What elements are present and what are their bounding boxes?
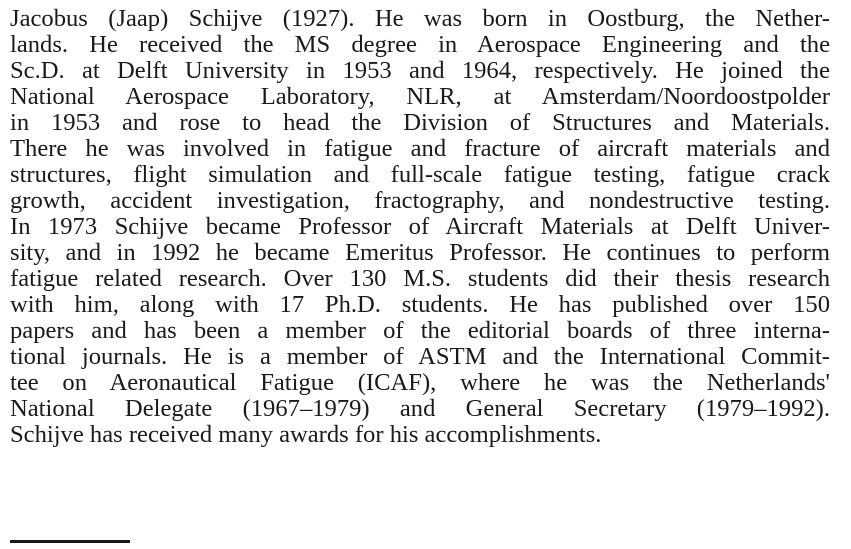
- text-line: tee on Aeronautical Fatigue (ICAF), where he was the Netherlands': [10, 369, 830, 396]
- text-line: in 1953 and rose to head the Division of Structures and Materials.: [10, 109, 830, 136]
- text-line: sity, and in 1992 he became Emeritus Professor. He continues to perform: [10, 239, 830, 266]
- cropped-next-line-fragment: [10, 540, 130, 549]
- text-line: There he was involved in fatigue and fracture of aircraft materials and: [10, 135, 830, 162]
- text-line: National Delegate (1967–1979) and General Secretary (1979–1992).: [10, 395, 830, 422]
- text-line: Jacobus (Jaap) Schijve (1927). He was born in Oostburg, the Nether-: [10, 5, 830, 32]
- biography-paragraph: [10, 6, 830, 448]
- text-line: growth, accident investigation, fractography, and nondestructive testing.: [10, 187, 830, 214]
- text-line: lands. He received the MS degree in Aerospace Engineering and the: [10, 31, 830, 58]
- text-line: National Aerospace Laboratory, NLR, at Amsterdam/Noordoostpolder: [10, 83, 830, 110]
- text-line: structures, flight simulation and full-scale fatigue testing, fatigue crack: [10, 161, 830, 188]
- text-line: In 1973 Schijve became Professor of Aircraft Materials at Delft Univer-: [10, 213, 830, 240]
- text-line: with him, along with 17 Ph.D. students. He has published over 150: [10, 291, 830, 318]
- text-line: Sc.D. at Delft University in 1953 and 1964, respectively. He joined the: [10, 57, 830, 84]
- text-line: papers and has been a member of the editorial boards of three interna-: [10, 317, 830, 344]
- cropped-text-stroke: [10, 540, 130, 543]
- text-line: fatigue related research. Over 130 M.S. students did their thesis research: [10, 265, 830, 292]
- text-line: tional journals. He is a member of ASTM and the International Commit-: [10, 343, 830, 370]
- text-line: Schijve has received many awards for his accomplishments.: [10, 421, 602, 448]
